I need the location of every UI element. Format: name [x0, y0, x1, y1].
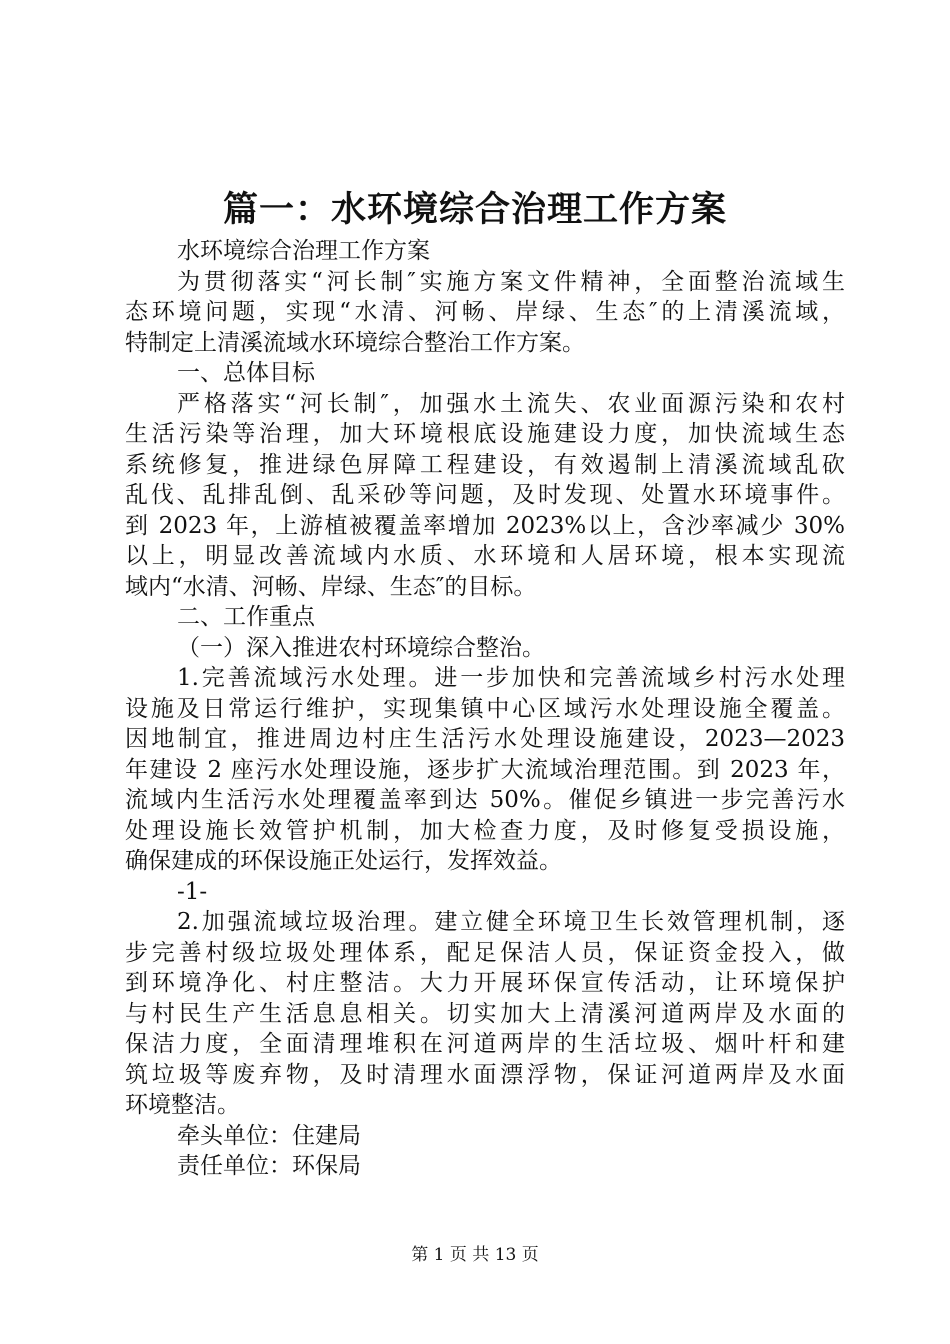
document-title: 篇一：水环境综合治理工作方案	[222, 190, 727, 230]
text-line: 设施及日常运行维护，实现集镇中心区域污水处理设施全覆盖。	[125, 695, 845, 722]
text-line: 保洁力度，全面清理堆积在河道两岸的生活垃圾、烟叶杆和建	[125, 1031, 845, 1057]
text-line: 域内“水清、河畅、岸绿、生态″的目标。	[125, 573, 537, 600]
text-line: 水环境综合治理工作方案	[177, 238, 430, 264]
text-line: 严格落实“河长制″，加强水土流失、农业面源污染和农村	[177, 390, 845, 417]
text-line: 责任单位：环保局	[177, 1153, 361, 1179]
text-line: 与村民生产生活息息相关。切实加大上清溪河道两岸及水面的	[125, 1000, 845, 1027]
text-line: 系统修复，推进绿色屏障工程建设，有效遏制上清溪流域乱砍	[125, 451, 845, 478]
text-line: 为贯彻落实“河长制″实施方案文件精神，全面整治流域生	[177, 268, 845, 295]
text-line: 态环境问题，实现“水清、河畅、岸绿、生态″的上清溪流域，	[125, 299, 845, 325]
text-line: 到环境净化、村庄整洁。大力开展环保宣传活动，让环境保护	[125, 970, 845, 996]
text-line: 流域内生活污水处理覆盖率到达 50%。催促乡镇进一步完善污水	[125, 787, 845, 813]
text-line: 步完善村级垃圾处理体系，配足保洁人员，保证资金投入，做	[125, 939, 845, 966]
text-line: 年建设 2 座污水处理设施，逐步扩大流域治理范围。到 2023 年，	[125, 756, 845, 783]
text-line: （一）深入推进农村环境综合整治。	[177, 634, 545, 661]
text-line: 到 2023 年，上游植被覆盖率增加 2023%以上，含沙率减少 30%	[125, 512, 845, 539]
text-line: 特制定上清溪流域水环境综合整治工作方案。	[125, 329, 585, 356]
text-line: 乱伐、乱排乱倒、乱采砂等问题，及时发现、处置水环境事件。	[125, 482, 845, 508]
text-line: 处理设施长效管护机制，加大检查力度，及时修复受损设施，	[125, 817, 845, 844]
document-body	[125, 236, 845, 1182]
text-line: 生活污染等治理，加大环境根底设施建设力度，加快流域生态	[125, 421, 845, 447]
text-line: 因地制宜，推进周边村庄生活污水处理设施建设，2023—2023	[125, 726, 845, 752]
text-line: 以上，明显改善流域内水质、水环境和人居环境，根本实现流	[125, 543, 845, 569]
text-line: 1.完善流域污水处理。进一步加快和完善流域乡村污水处理	[177, 665, 845, 691]
text-line: -1-	[177, 878, 208, 905]
text-line: 二、工作重点	[177, 604, 315, 630]
page-footer: 第 1 页 共 13 页	[411, 1245, 539, 1265]
text-line: 确保建成的环保设施正处运行，发挥效益。	[125, 848, 562, 874]
text-line: 筑垃圾等废弃物，及时清理水面漂浮物，保证河道两岸及水面	[125, 1061, 845, 1088]
text-line: 一、总体目标	[177, 360, 315, 386]
text-line: 环境整洁。	[125, 1092, 240, 1118]
text-line: 牵头单位：住建局	[177, 1122, 361, 1149]
text-line: 2.加强流域垃圾治理。建立健全环境卫生长效管理机制，逐	[177, 909, 845, 935]
